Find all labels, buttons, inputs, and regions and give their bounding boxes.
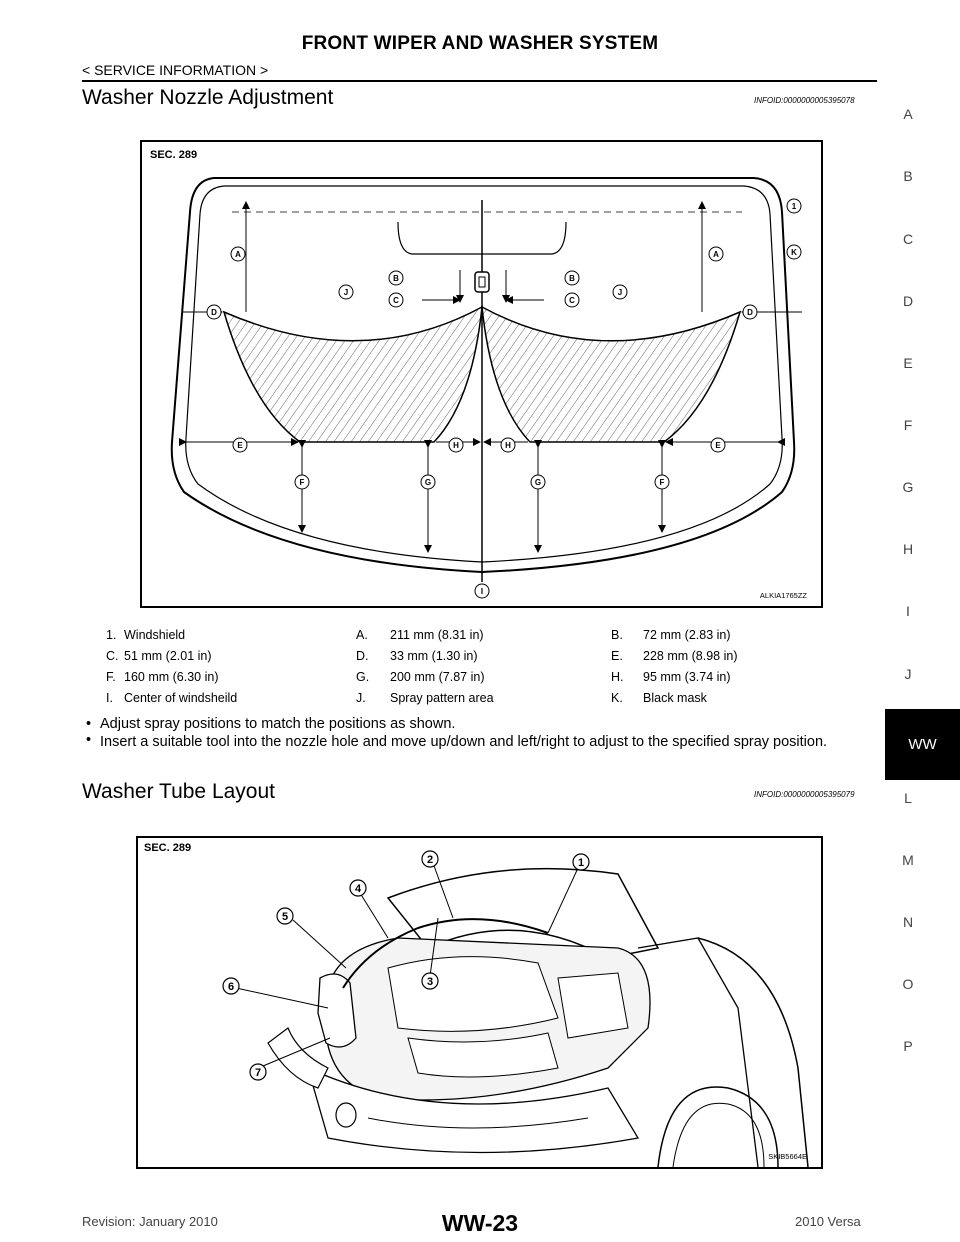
callout-k: K <box>791 248 797 257</box>
footer-model: 2010 Versa <box>795 1214 861 1229</box>
legend-key: B. <box>611 628 623 642</box>
windshield-drawing <box>142 142 821 606</box>
legend-value: Center of windsheild <box>124 691 238 705</box>
legend-value: 51 mm (2.01 in) <box>124 649 212 663</box>
legend-value: 211 mm (8.31 in) <box>390 628 484 642</box>
callout-a: A <box>235 250 241 259</box>
index-letter[interactable]: H <box>902 541 914 557</box>
legend-key: 1. <box>106 628 117 642</box>
footer-revision: Revision: January 2010 <box>82 1214 218 1229</box>
index-letter[interactable]: E <box>903 355 913 371</box>
legend-key: K. <box>611 691 623 705</box>
legend-value: 33 mm (1.30 in) <box>390 649 478 663</box>
page-header-title: FRONT WIPER AND WASHER SYSTEM <box>301 33 659 54</box>
legend-row <box>106 649 806 670</box>
legend-key: H. <box>611 670 624 684</box>
index-letter[interactable]: A <box>903 106 913 122</box>
index-letter[interactable]: J <box>904 666 912 682</box>
index-letter[interactable]: G <box>902 479 914 495</box>
section-tab-ww[interactable]: WW <box>885 709 960 780</box>
breadcrumb: < SERVICE INFORMATION > <box>82 62 269 78</box>
callout-d: D <box>747 308 753 317</box>
callout-b: B <box>569 274 575 283</box>
legend-value: 95 mm (3.74 in) <box>643 670 731 684</box>
callout-6: 6 <box>227 981 235 993</box>
callout-3: 3 <box>426 976 434 988</box>
bullet-item: • Adjust spray positions to match the positions as shown. <box>86 716 456 732</box>
legend-value: 160 mm (6.30 in) <box>124 670 219 684</box>
legend-row <box>106 691 806 712</box>
callout-i: I <box>480 587 484 596</box>
bullet-text: Adjust spray positions to match the positions as shown. <box>100 716 456 732</box>
callout-7: 7 <box>254 1067 262 1079</box>
bullet-text: Insert a suitable tool into the nozzle hole and move up/down and left/right to adjust to the specified spray position. <box>100 734 828 750</box>
callout-1: 1 <box>791 202 797 211</box>
figure-code: SKIB5664E <box>768 1152 807 1161</box>
legend-row <box>106 628 806 649</box>
figure-section-label: SEC. 289 <box>144 842 192 854</box>
legend-value: 72 mm (2.83 in) <box>643 628 731 642</box>
legend-key: E. <box>611 649 623 663</box>
figure-section-label: SEC. 289 <box>150 149 198 161</box>
index-letter[interactable]: P <box>903 1038 913 1054</box>
section-title-washer-nozzle: Washer Nozzle Adjustment <box>82 86 334 109</box>
index-letter[interactable]: N <box>902 914 914 930</box>
info-id: INFOID:0000000005395078 <box>754 96 855 105</box>
callout-g: G <box>424 478 432 487</box>
legend-value: Windshield <box>124 628 186 642</box>
callout-1: 1 <box>577 857 585 869</box>
legend-value: Spray pattern area <box>390 691 494 705</box>
index-letter[interactable]: M <box>902 852 914 868</box>
callout-h: H <box>453 441 459 450</box>
callout-4: 4 <box>354 883 362 895</box>
legend-key: I. <box>106 691 113 705</box>
callout-a: A <box>713 250 719 259</box>
callout-g: G <box>534 478 542 487</box>
legend-key: C. <box>106 649 119 663</box>
callout-f: F <box>299 478 305 487</box>
callout-f: F <box>659 478 665 487</box>
windshield-diagram <box>140 140 823 608</box>
index-letter[interactable]: O <box>902 976 914 992</box>
page-number: WW-23 <box>441 1210 519 1236</box>
info-id: INFOID:0000000005395079 <box>754 790 855 799</box>
callout-e: E <box>715 441 721 450</box>
callout-j: J <box>343 288 349 297</box>
header-divider <box>82 80 877 82</box>
index-letter[interactable]: C <box>902 231 914 247</box>
index-letter[interactable]: L <box>904 790 912 806</box>
index-letter[interactable]: B <box>903 168 913 184</box>
index-letter[interactable]: I <box>906 603 910 619</box>
callout-c: C <box>393 296 399 305</box>
bullet-item: • Insert a suitable tool into the nozzle hole and move up/down and left/right to adjust to the specified spray position. <box>86 732 828 750</box>
legend-key: A. <box>356 628 368 642</box>
legend-key: J. <box>356 691 366 705</box>
callout-e: E <box>237 441 243 450</box>
engine-bay-drawing <box>138 838 821 1167</box>
legend-key: D. <box>356 649 369 663</box>
section-title-washer-tube: Washer Tube Layout <box>82 780 275 803</box>
legend-row <box>106 670 806 691</box>
callout-c: C <box>569 296 575 305</box>
callout-j: J <box>617 288 623 297</box>
callout-5: 5 <box>281 911 289 923</box>
callout-h: H <box>505 441 511 450</box>
callout-2: 2 <box>426 854 434 866</box>
callout-b: B <box>393 274 399 283</box>
instructions <box>86 716 876 752</box>
callout-d: D <box>211 308 217 317</box>
index-letter[interactable]: D <box>902 293 914 309</box>
washer-tube-diagram <box>136 836 823 1169</box>
figure-code: ALKIA1765ZZ <box>759 591 807 600</box>
figure-legend <box>106 628 806 712</box>
legend-key: F. <box>106 670 116 684</box>
index-letter[interactable]: F <box>903 417 913 433</box>
legend-value: 228 mm (8.98 in) <box>643 649 738 663</box>
legend-key: G. <box>356 670 370 684</box>
legend-value: Black mask <box>643 691 707 705</box>
legend-value: 200 mm (7.87 in) <box>390 670 485 684</box>
